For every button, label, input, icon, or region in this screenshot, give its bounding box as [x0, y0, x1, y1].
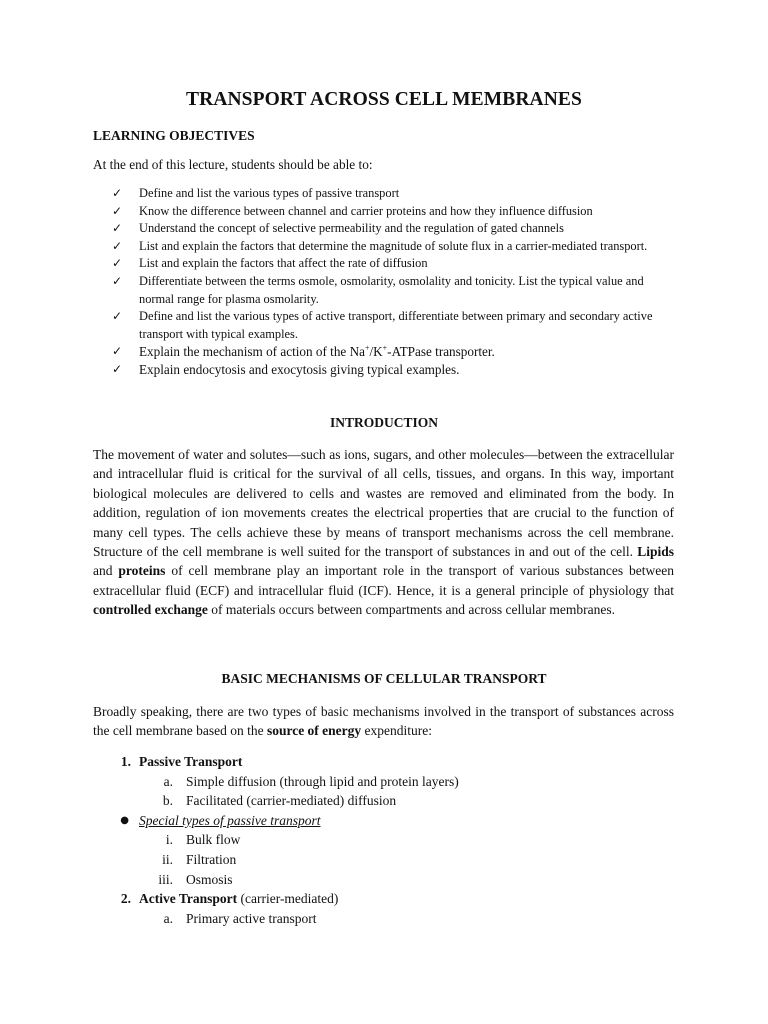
objective-item: ✓ List and explain the factors that affect the rate of diffusion: [112, 255, 672, 273]
checkmark-icon: ✓: [112, 186, 123, 200]
list-item: a. Primary active transport: [163, 910, 317, 926]
list-item: 1. Passive Transport: [120, 754, 243, 769]
objective-item: ✓ Understand the concept of selective permeability and the regulation of gated channels: [112, 220, 672, 238]
learning-objectives-heading: LEARNING OBJECTIVES: [93, 128, 255, 143]
list-item: i. Bulk flow: [165, 832, 241, 848]
objective-item: ✓ Define and list the various types of passive transport: [112, 185, 672, 203]
list-item: iii. Osmosis: [158, 871, 233, 887]
objective-item: ✓ Differentiate between the terms osmole, osmolarity, osmolality and tonicity. List the typical value and normal range for plasma osmolarity.: [112, 273, 644, 306]
list-item: 2. Active Transport (carrier-mediated): [120, 891, 339, 907]
list-item: b. Facilitated (carrier-mediated) diffusion: [162, 793, 397, 809]
checkmark-icon: ✓: [112, 256, 123, 271]
objective-item: ✓ Define and list the various types of active transport, differentiate between primary and secondary active transport with typical examples.: [112, 309, 653, 341]
objectives-list: [112, 185, 672, 379]
checkmark-icon: ✓: [112, 361, 123, 376]
list-item: a. Simple diffusion (through lipid and protein layers): [163, 773, 459, 789]
checkmark-icon: ✓: [112, 203, 123, 218]
bullet-icon: ●: [120, 814, 129, 826]
basic-mechanisms-paragraph: Broadly speaking, there are two types of basic mechanisms involved in the transport of substances across the cell membrane based on the source of energy expenditure:: [93, 704, 674, 739]
objective-item: ✓ Explain endocytosis and exocytosis giving typical examples.: [112, 361, 460, 377]
transport-mechanisms-list: [93, 752, 674, 928]
objectives-intro: At the end of this lecture, students should be able to:: [93, 157, 373, 172]
introduction-paragraph: The movement of water and solutes—such as ions, sugars, and other molecules—between the extracellular and intracellular fluid is critical for the survival of all cells, tissues, and organs. In this way, important biological molecules are delivered to cells and wastes are removed and eliminated from the body. In addition, regulation of ion movements creates the electrical properties that are crucial to the function of many cell types. The cells achieve these by means of transport mechanisms across the cell membrane. Structure of the cell membrane is well suited for the transport of substances in and out of the cell. Lipids and proteins of cell membrane play an important role in the transport of various substances between extracellular fluid (ECF) and intracellular fluid (ICF). Hence, it is a general principle of physiology that controlled exchange of materials occurs between compartments and across cellular membranes.: [93, 447, 674, 618]
basic-mechanisms-heading: BASIC MECHANISMS OF CELLULAR TRANSPORT: [221, 671, 547, 686]
list-item: ii. Filtration: [162, 851, 237, 867]
checkmark-icon: ✓: [112, 309, 123, 324]
list-item: ● Special types of passive transport: [93, 811, 674, 831]
checkmark-icon: ✓: [112, 221, 123, 236]
introduction-heading: INTRODUCTION: [329, 415, 438, 430]
objective-item: ✓ Explain the mechanism of action of the Na+/K+-ATPase transporter.: [112, 343, 495, 360]
document-title: TRANSPORT ACROSS CELL MEMBRANES: [186, 89, 582, 110]
objective-item: ✓ List and explain the factors that determine the magnitude of solute flux in a carrier-mediated transport.: [112, 238, 672, 256]
checkmark-icon: ✓: [112, 273, 123, 288]
checkmark-icon: ✓: [112, 344, 123, 359]
checkmark-icon: ✓: [112, 238, 123, 253]
objective-item: ✓ Know the difference between channel and carrier proteins and how they influence diffusion: [112, 203, 672, 221]
